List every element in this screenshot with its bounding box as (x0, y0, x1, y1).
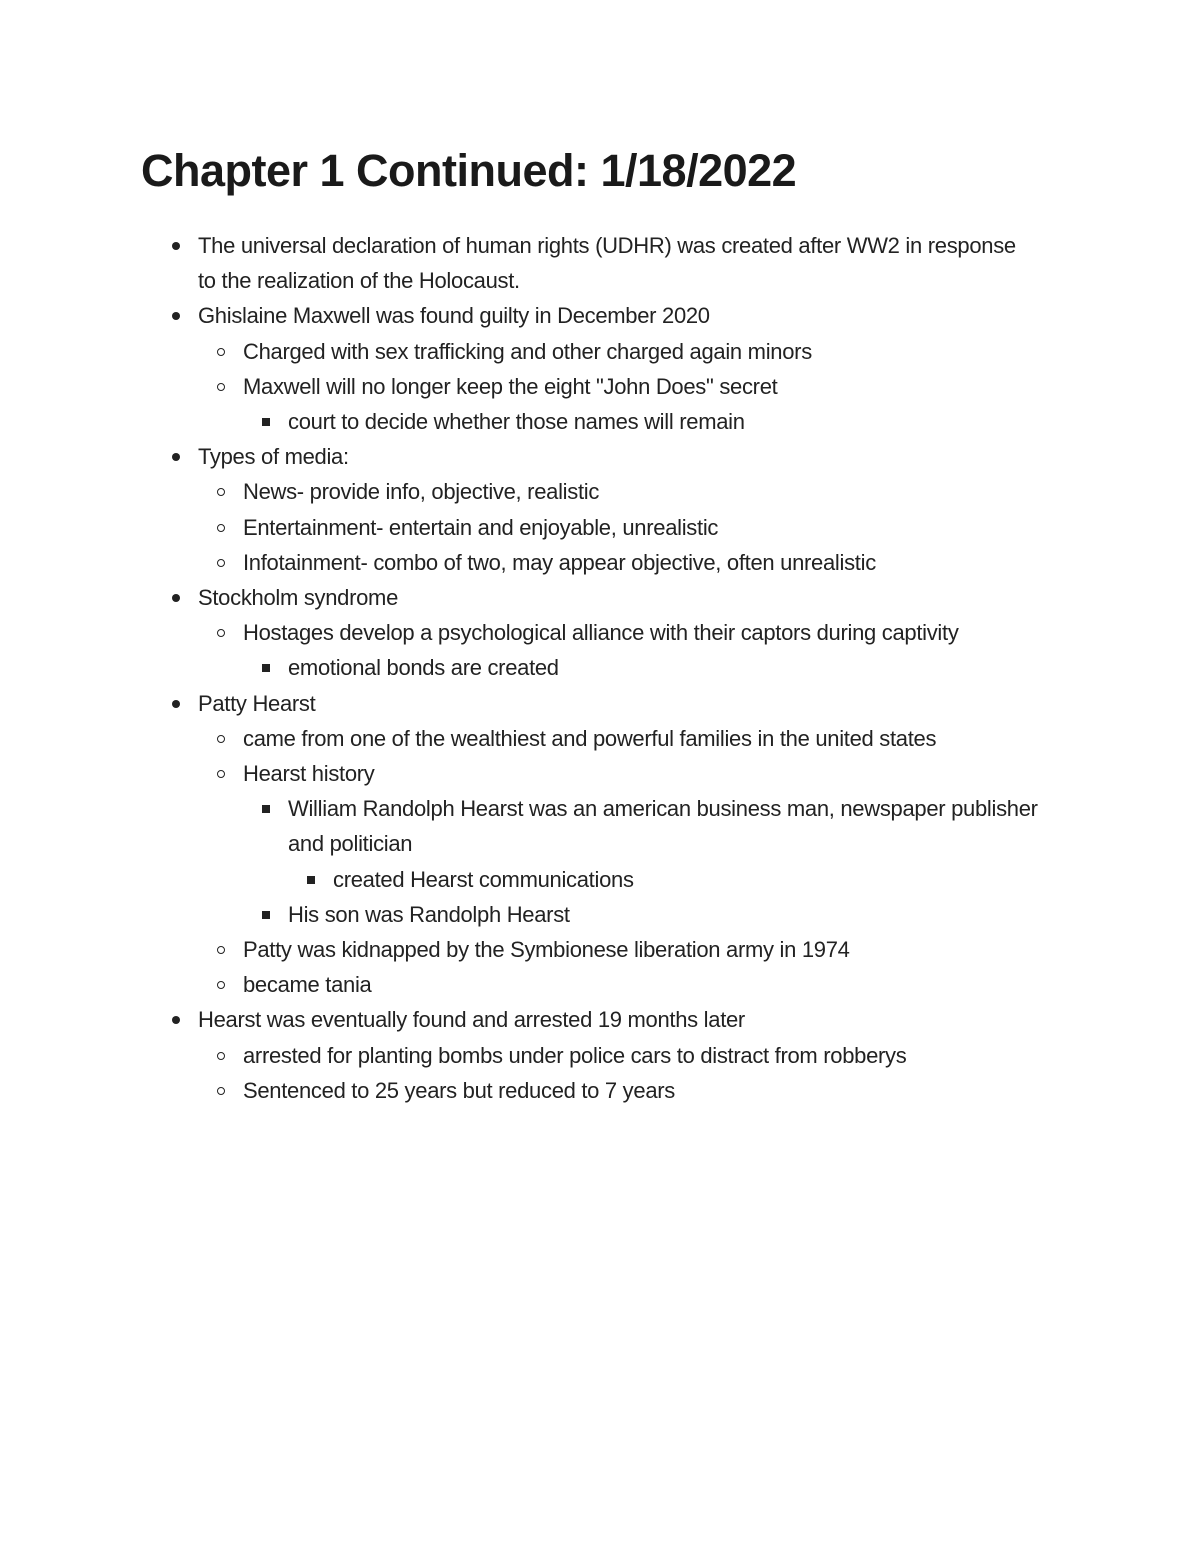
circle-bullet-icon (217, 981, 225, 989)
list-item (243, 615, 1038, 685)
circle-bullet-icon (217, 488, 225, 496)
list-item-text: Hearst was eventually found and arrested 19 months later (198, 1007, 745, 1033)
sub-list (243, 650, 1038, 685)
list-item-text: Charged with sex trafficking and other charged again minors (243, 338, 812, 364)
circle-bullet-icon (217, 1087, 225, 1095)
sub-list (198, 334, 1038, 440)
list-item-text: Patty Hearst (198, 690, 316, 716)
disc-bullet-icon (172, 1016, 180, 1024)
list-item-text: Ghislaine Maxwell was found guilty in December 2020 (198, 303, 710, 329)
list-item (243, 369, 1038, 439)
sub-list (198, 1038, 1038, 1108)
disc-bullet-icon (172, 312, 180, 320)
circle-bullet-icon (217, 735, 225, 743)
circle-bullet-icon (217, 1052, 225, 1060)
circle-bullet-icon (217, 946, 225, 954)
disc-bullet-icon (172, 242, 180, 250)
notes-list (198, 228, 1038, 1108)
list-item-text: Maxwell will no longer keep the eight "John Does" secret (243, 373, 778, 399)
list-item (333, 862, 1038, 897)
list-item (198, 580, 1038, 686)
list-item (288, 897, 1038, 932)
list-item (198, 228, 1038, 298)
square-bullet-icon (262, 418, 270, 426)
list-item-text: Patty was kidnapped by the Symbionese liberation army in 1974 (243, 937, 850, 963)
list-item (243, 932, 1038, 967)
list-item-text: Infotainment- combo of two, may appear objective, often unrealistic (243, 549, 876, 575)
list-item (198, 686, 1038, 1003)
square-bullet-icon (262, 664, 270, 672)
square-bullet-icon (262, 805, 270, 813)
list-item (198, 298, 1038, 439)
list-item-text: News- provide info, objective, realistic (243, 479, 600, 505)
list-item (243, 545, 1038, 580)
list-item (288, 650, 1038, 685)
list-item-text: Stockholm syndrome (198, 585, 399, 611)
list-item-text: Hearst history (243, 761, 375, 787)
list-item (243, 1073, 1038, 1108)
sub-list (243, 404, 1038, 439)
list-item-text: Entertainment- entertain and enjoyable, unrealistic (243, 514, 719, 540)
circle-bullet-icon (217, 524, 225, 532)
list-item (243, 967, 1038, 1002)
list-item-text: became tania (243, 972, 372, 998)
list-item-text: Types of media: (198, 444, 349, 470)
square-bullet-icon (262, 911, 270, 919)
list-item-text: came from one of the wealthiest and powerful families in the united states (243, 725, 937, 751)
list-item (243, 334, 1038, 369)
list-item-text: Hostages develop a psychological alliance with their captors during captivity (243, 620, 959, 646)
list-item-text: court to decide whether those names will remain (288, 409, 745, 435)
disc-bullet-icon (172, 594, 180, 602)
list-item-text: William Randolph Hearst was an american business man, newspaper publisher and politician (288, 796, 1038, 857)
sub-list (243, 791, 1038, 932)
list-item (243, 1038, 1038, 1073)
circle-bullet-icon (217, 770, 225, 778)
list-item-text: arrested for planting bombs under police cars to distract from robberys (243, 1042, 907, 1068)
list-item (198, 439, 1038, 580)
list-item-text: Sentenced to 25 years but reduced to 7 years (243, 1077, 675, 1103)
list-item-text: The universal declaration of human rights (UDHR) was created after WW2 in response to the realization of the Holocaust. (198, 233, 1016, 294)
list-item-text: emotional bonds are created (288, 655, 559, 681)
list-item (288, 791, 1038, 897)
square-bullet-icon (307, 876, 315, 884)
list-item-text: His son was Randolph Hearst (288, 901, 570, 927)
list-item (243, 474, 1038, 509)
circle-bullet-icon (217, 559, 225, 567)
list-item (198, 1002, 1038, 1108)
sub-list (198, 721, 1038, 1003)
list-item (243, 721, 1038, 756)
list-item (243, 756, 1038, 932)
circle-bullet-icon (217, 383, 225, 391)
list-item-text: created Hearst communications (333, 866, 634, 892)
list-item (243, 510, 1038, 545)
list-item (288, 404, 1038, 439)
sub-list (288, 862, 1038, 897)
disc-bullet-icon (172, 453, 180, 461)
sub-list (198, 474, 1038, 580)
sub-list (198, 615, 1038, 685)
circle-bullet-icon (217, 348, 225, 356)
circle-bullet-icon (217, 629, 225, 637)
page-title: Chapter 1 Continued: 1/18/2022 (141, 145, 797, 196)
disc-bullet-icon (172, 700, 180, 708)
